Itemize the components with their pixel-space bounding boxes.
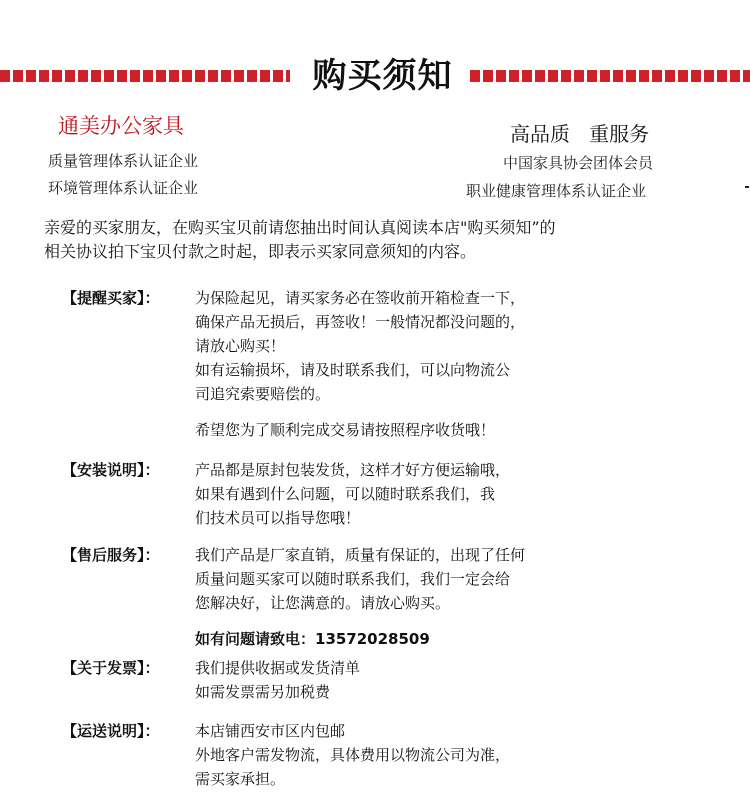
invoice-line-2: 如需发票需另加税费 bbox=[195, 683, 331, 701]
page-title: 购买须知 bbox=[312, 56, 453, 96]
after-sales-line-2: 质量问题买家可以随时联系我们，我们一定会给 bbox=[195, 570, 511, 588]
cert-quality: 质量管理体系认证企业 bbox=[48, 152, 199, 170]
contact-phone: 如有问题请致电：13572028509 bbox=[195, 630, 430, 648]
company-slogan: 高品质 重服务 bbox=[510, 122, 650, 146]
section-body-after-sales bbox=[195, 543, 525, 651]
remind-line-2: 确保产品无损后，再签收！一般情况都没问题的， bbox=[195, 313, 526, 331]
remind-extra: 希望您为了顺利完成交易请按照程序收货哦！ bbox=[195, 421, 496, 439]
section-body-install bbox=[195, 458, 510, 530]
shipping-line-2: 外地客户需发物流，具体费用以物流公司为准， bbox=[195, 746, 511, 764]
after-sales-line-3: 您解决好，让您满意的。请放心购买。 bbox=[195, 594, 451, 612]
after-sales-line-1: 我们产品是厂家直销，质量有保证的，出现了任何 bbox=[195, 546, 526, 564]
shipping-line-3: 需买家承担。 bbox=[195, 770, 286, 788]
remind-line-4: 如有运输损坏，请及时联系我们，可以向物流公 bbox=[195, 361, 511, 379]
install-line-1: 产品都是原封包装发货，这样才好方便运输哦， bbox=[195, 461, 511, 479]
section-body-invoice bbox=[195, 656, 360, 704]
section-label-shipping: 【运送说明】： bbox=[62, 722, 160, 740]
after-sales-gap bbox=[195, 615, 525, 627]
section-label-install: 【安装说明】： bbox=[62, 461, 160, 479]
intro-paragraph bbox=[44, 216, 750, 264]
section-label-remind: 【提醒买家】： bbox=[62, 289, 160, 307]
section-body-remind bbox=[195, 286, 525, 442]
section-label-invoice: 【关于发票】： bbox=[62, 659, 160, 677]
remind-line-5: 司追究索要赔偿的。 bbox=[195, 385, 331, 403]
remind-gap bbox=[195, 406, 525, 418]
company-name: 通美办公家具 bbox=[58, 114, 184, 138]
remind-line-3: 请放心购买！ bbox=[195, 337, 286, 355]
cert-occupational-health: 职业健康管理体系认证企业 bbox=[466, 182, 647, 200]
intro-line-2: 相关协议拍下宝贝付款之时起，即表示买家同意须知的内容。 bbox=[44, 242, 477, 261]
shipping-line-1: 本店铺西安市区内包邮 bbox=[195, 722, 346, 740]
section-body-shipping bbox=[195, 719, 510, 791]
intro-line-1: 亲爱的买家朋友，在购买宝贝前请您抽出时间认真阅读本店"购买须知”的 bbox=[44, 218, 556, 237]
decorative-mark bbox=[745, 186, 749, 188]
remind-line-1: 为保险起见，请买家务必在签收前开箱检查一下， bbox=[195, 289, 526, 307]
section-label-after-sales: 【售后服务】： bbox=[62, 546, 160, 564]
invoice-line-1: 我们提供收据或发货清单 bbox=[195, 659, 361, 677]
decorative-rule-right bbox=[470, 70, 750, 82]
cert-environment: 环境管理体系认证企业 bbox=[48, 179, 199, 197]
install-line-3: 们技术员可以指导您哦！ bbox=[195, 509, 361, 527]
page-header bbox=[0, 52, 750, 100]
install-line-2: 如果有遇到什么问题，可以随时联系我们，我 bbox=[195, 485, 496, 503]
decorative-rule-left bbox=[0, 70, 290, 82]
cert-association-member: 中国家具协会团体会员 bbox=[503, 154, 654, 172]
